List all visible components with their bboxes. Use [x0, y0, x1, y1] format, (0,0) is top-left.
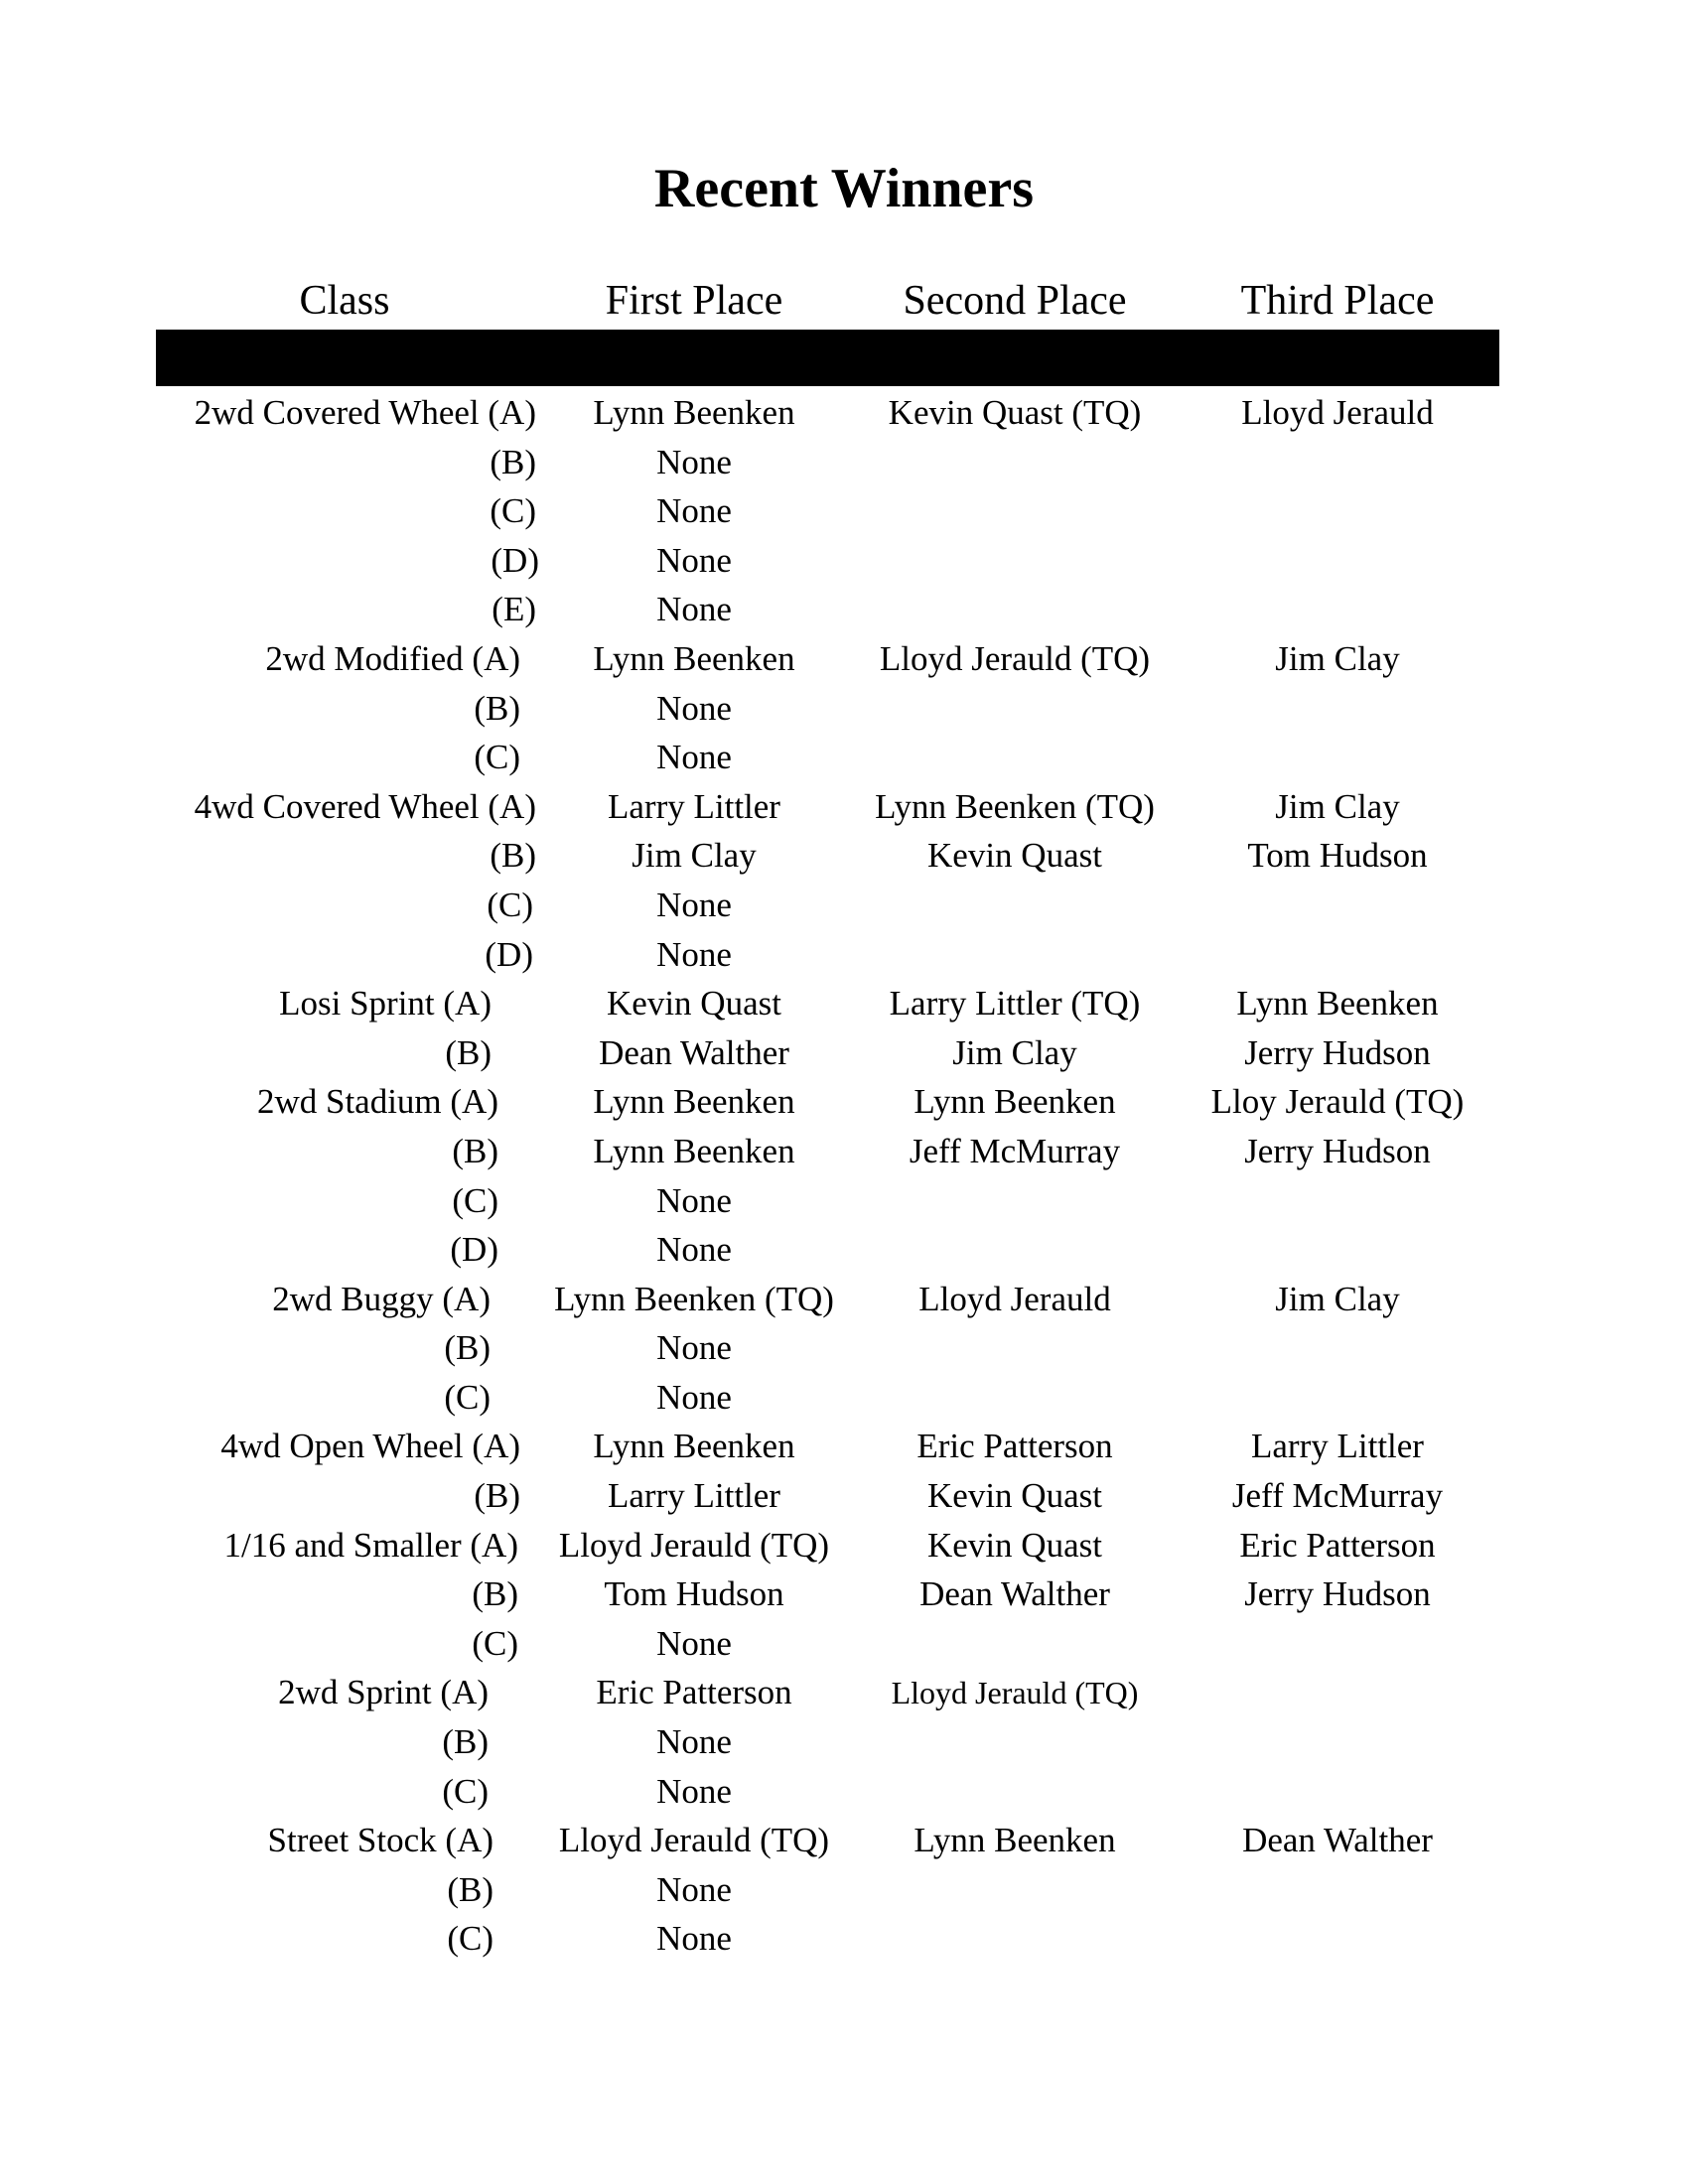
third-place-cell: Jim Clay: [1275, 1279, 1400, 1318]
class-cell: (B): [490, 836, 536, 876]
table-row: [156, 928, 1499, 978]
class-cell: (C): [442, 1771, 489, 1811]
header-divider-bar: [156, 330, 1499, 386]
class-cell: (C): [452, 1180, 498, 1220]
table-row: [156, 682, 1499, 732]
first-place-cell: Lynn Beenken: [593, 1082, 795, 1122]
second-place-cell: Lloyd Jerauld (TQ): [891, 1675, 1139, 1711]
table-row: [156, 436, 1499, 485]
first-place-cell: None: [656, 1771, 732, 1811]
first-place-cell: Lynn Beenken: [593, 393, 795, 432]
table-row: [156, 1026, 1499, 1076]
first-place-cell: Kevin Quast: [607, 984, 781, 1024]
first-place-cell: Dean Walther: [599, 1032, 789, 1072]
third-place-cell: Lloyd Jerauld: [1241, 393, 1434, 432]
second-place-cell: Dean Walther: [919, 1574, 1110, 1614]
class-cell: Street Stock (A): [267, 1821, 493, 1860]
first-place-cell: Lynn Beenken (TQ): [554, 1279, 834, 1318]
class-cell: 2wd Stadium (A): [256, 1082, 498, 1122]
third-place-cell: Jerry Hudson: [1244, 1574, 1431, 1614]
header-second-place: Second Place: [903, 278, 1127, 324]
first-place-cell: Lynn Beenken: [593, 1131, 795, 1170]
table-row: [156, 1075, 1499, 1125]
table-row: [156, 1912, 1499, 1962]
second-place-cell: Kevin Quast: [927, 1525, 1102, 1565]
class-cell: (C): [472, 1623, 518, 1663]
second-place-cell: Lynn Beenken: [914, 1082, 1116, 1122]
first-place-cell: Jim Clay: [632, 836, 757, 876]
class-cell: (B): [472, 1574, 518, 1614]
table-row: [156, 1715, 1499, 1765]
table-row: [156, 1371, 1499, 1421]
class-cell: (C): [487, 885, 533, 924]
class-cell: (B): [445, 1032, 492, 1072]
class-cell: (B): [474, 1476, 520, 1516]
table-row: [156, 1814, 1499, 1863]
class-cell: (B): [452, 1131, 498, 1170]
first-place-cell: None: [656, 590, 732, 629]
first-place-cell: None: [656, 934, 732, 974]
third-place-cell: Lynn Beenken: [1236, 984, 1439, 1024]
class-cell: (C): [490, 491, 536, 531]
table-row: [156, 1666, 1499, 1715]
header-first-place: First Place: [605, 278, 783, 324]
second-place-cell: Jeff McMurray: [909, 1131, 1121, 1170]
first-place-cell: None: [656, 1722, 732, 1762]
second-place-cell: Larry Littler (TQ): [889, 984, 1141, 1024]
first-place-cell: None: [656, 1869, 732, 1909]
table-row: [156, 829, 1499, 879]
class-cell: (D): [450, 1230, 498, 1270]
table-row: [156, 1863, 1499, 1913]
second-place-cell: Kevin Quast (TQ): [888, 393, 1142, 432]
first-place-cell: None: [656, 540, 732, 580]
first-place-cell: None: [656, 1377, 732, 1417]
first-place-cell: None: [656, 688, 732, 728]
first-place-cell: Lloyd Jerauld (TQ): [558, 1525, 830, 1565]
third-place-cell: Jeff McMurray: [1231, 1476, 1444, 1516]
first-place-cell: None: [656, 1919, 732, 1959]
second-place-cell: Lynn Beenken: [914, 1821, 1116, 1860]
table-row: [156, 1125, 1499, 1174]
first-place-cell: None: [656, 738, 732, 777]
table-row: [156, 1321, 1499, 1371]
table-row: [156, 1617, 1499, 1667]
first-place-cell: None: [656, 491, 732, 531]
table-row: [156, 1420, 1499, 1469]
third-place-cell: Larry Littler: [1251, 1427, 1424, 1466]
class-cell: (B): [442, 1722, 489, 1762]
table-row: [156, 1568, 1499, 1617]
third-place-cell: Lloy Jerauld (TQ): [1210, 1082, 1465, 1122]
first-place-cell: Eric Patterson: [596, 1673, 792, 1712]
class-cell: 1/16 and Smaller (A): [223, 1525, 518, 1565]
table-row: [156, 1469, 1499, 1519]
class-cell: (C): [444, 1377, 491, 1417]
second-place-cell: Jim Clay: [952, 1032, 1077, 1072]
second-place-cell: Lynn Beenken (TQ): [875, 786, 1155, 826]
third-place-cell: Jerry Hudson: [1244, 1131, 1431, 1170]
table-body: [156, 386, 1499, 1962]
first-place-cell: Lynn Beenken: [593, 638, 795, 678]
first-place-cell: None: [656, 1623, 732, 1663]
table-row: [156, 879, 1499, 928]
second-place-cell: Eric Patterson: [916, 1427, 1113, 1466]
second-place-cell: Lloyd Jerauld: [918, 1279, 1111, 1318]
second-place-cell: Kevin Quast: [927, 1476, 1102, 1516]
class-cell: (E): [492, 590, 536, 629]
third-place-cell: Tom Hudson: [1247, 836, 1428, 876]
first-place-cell: None: [656, 1328, 732, 1368]
table-row: [156, 386, 1499, 436]
first-place-cell: Lloyd Jerauld (TQ): [558, 1821, 830, 1860]
table-row: [156, 1765, 1499, 1815]
page-title: Recent Winners: [653, 158, 1035, 219]
class-cell: 4wd Open Wheel (A): [220, 1427, 520, 1466]
third-place-cell: Eric Patterson: [1239, 1525, 1436, 1565]
class-cell: (B): [474, 688, 520, 728]
third-place-cell: Dean Walther: [1242, 1821, 1433, 1860]
class-cell: (B): [490, 442, 536, 481]
table-row: [156, 632, 1499, 682]
first-place-cell: None: [656, 1230, 732, 1270]
class-cell: Losi Sprint (A): [279, 984, 492, 1024]
table-row: [156, 534, 1499, 584]
class-cell: 2wd Modified (A): [265, 638, 520, 678]
class-cell: (C): [474, 738, 520, 777]
class-cell: 2wd Buggy (A): [272, 1279, 491, 1318]
first-place-cell: Tom Hudson: [604, 1574, 784, 1614]
class-cell: (B): [444, 1328, 491, 1368]
first-place-cell: Larry Littler: [608, 1476, 780, 1516]
table-row: [156, 583, 1499, 632]
third-place-cell: Jim Clay: [1275, 786, 1400, 826]
table-row: [156, 1174, 1499, 1224]
table-row: [156, 484, 1499, 534]
table-row: [156, 731, 1499, 780]
third-place-cell: Jim Clay: [1275, 638, 1400, 678]
table-row: [156, 1519, 1499, 1569]
first-place-cell: None: [656, 442, 732, 481]
first-place-cell: None: [656, 885, 732, 924]
class-cell: (D): [491, 540, 539, 580]
first-place-cell: Lynn Beenken: [593, 1427, 795, 1466]
table-row: [156, 780, 1499, 830]
class-cell: (C): [447, 1919, 493, 1959]
table-row: [156, 1273, 1499, 1322]
class-cell: 2wd Covered Wheel (A): [194, 393, 536, 432]
table-row: [156, 1223, 1499, 1273]
header-third-place: Third Place: [1240, 278, 1435, 324]
class-cell: 2wd Sprint (A): [278, 1673, 489, 1712]
table-header: [156, 273, 1499, 329]
class-cell: 4wd Covered Wheel (A): [194, 786, 536, 826]
header-class: Class: [299, 278, 390, 324]
class-cell: (B): [447, 1869, 493, 1909]
first-place-cell: None: [656, 1180, 732, 1220]
class-cell: (D): [485, 934, 533, 974]
third-place-cell: Jerry Hudson: [1244, 1032, 1431, 1072]
second-place-cell: Kevin Quast: [927, 836, 1102, 876]
first-place-cell: Larry Littler: [608, 786, 780, 826]
table-row: [156, 977, 1499, 1026]
second-place-cell: Lloyd Jerauld (TQ): [879, 638, 1151, 678]
